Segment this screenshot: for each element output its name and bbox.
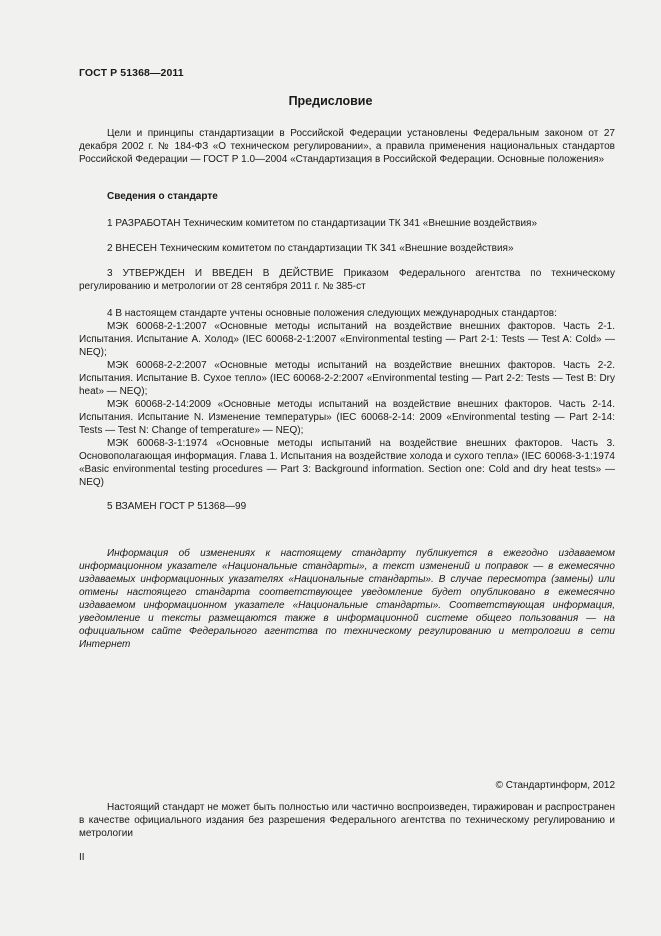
section-heading: Сведения о стандарте [107, 191, 218, 202]
item-4-block [79, 307, 615, 489]
notice-paragraph: Информация об изменениях к настоящему стандарту публикуется в ежегодно издаваемом информационном указателе «Национальные стандарты», а текст изменений и поправок — в ежемесячно издаваемых информационных указателях «Национальные стандарты». В случае пересмотра (замены) или отмены настоящего стандарта соответствующее уведомление будет опубликовано в ежемесячно издаваемом информационном указателе «Национальные стандарты». Соответствующая информация, уведомление и тексты размещаются также в информационной системе общего пользования — на официальном сайте Федерального агентства по техническому регулированию и метрологии в сети Интернет [79, 548, 615, 650]
intro-block [79, 127, 615, 166]
footer-paragraph: Настоящий стандарт не может быть полностью или частично воспроизведен, тиражирован и распространен в качестве официального издания без разрешения Федерального агентства по техническому регулированию и метрологии [79, 802, 615, 839]
copyright: © Стандартинформ, 2012 [495, 780, 615, 791]
item-5-block [79, 500, 615, 513]
item-5: 5 ВЗАМЕН ГОСТ Р 51368—99 [107, 501, 247, 512]
item-4-standard: МЭК 60068-2-2:2007 «Основные методы испытаний на воздействие внешних факторов. Часть 2-2. Испытания. Испытание В. Сухое тепло» (IEC 60068-2-2:2007 «Environmental testing — Part 2-2: Tests — Test B: Dry heat» — NEQ); [79, 360, 615, 397]
item-2: 2 ВНЕСЕН Техническим комитетом по стандартизации ТК 341 «Внешние воздействия» [107, 243, 514, 254]
item-1: 1 РАЗРАБОТАН Техническим комитетом по стандартизации ТК 341 «Внешние воздействия» [107, 218, 538, 229]
notice-block [79, 547, 615, 651]
item-3-block [79, 267, 615, 293]
item-2-block [79, 242, 615, 255]
page-title: Предисловие [288, 94, 373, 108]
item-3: 3 УТВЕРЖДЕН И ВВЕДЕН В ДЕЙСТВИЕ Приказом Федерального агентства по техническому регулированию и метрологии от 28 сентября 2011 г. № 385-ст [79, 268, 615, 292]
footer-block [79, 801, 615, 840]
item-4-standard: МЭК 60068-2-1:2007 «Основные методы испытаний на воздействие внешних факторов. Часть 2-1. Испытания. Испытание А. Холод» (IEC 60068-2-1:2007 «Environmental testing — Part 2-1: Tests — Test A: Cold» — NEQ); [79, 321, 615, 358]
page-number: II [79, 852, 85, 863]
intro-paragraph: Цели и принципы стандартизации в Российской Федерации установлены Федеральным законом от 27 декабря 2002 г. № 184-ФЗ «О техническом регулировании», а правила применения национальных стандартов Российской Федерации — ГОСТ Р 1.0—2004 «Стандартизация в Российской Федерации. Основные положения» [79, 128, 615, 165]
document-header: ГОСТ Р 51368—2011 [79, 67, 184, 79]
item-4-intro: 4 В настоящем стандарте учтены основные положения следующих международных стандартов: [107, 308, 557, 319]
item-4-standard: МЭК 60068-2-14:2009 «Основные методы испытаний на воздействие внешних факторов. Часть 2-14. Испытания. Испытание N. Изменение температуры» (IEC 60068-2-14: 2009 «Environmental testing — Part 2-14: Tests — Test N: Change of temperature» — NEQ); [79, 399, 615, 436]
item-4-standard: МЭК 60068-3-1:1974 «Основные методы испытаний на воздействие внешних факторов. Часть 3. Основополагающая информация. Глава 1. Испытания на воздействие холода и сухого тепла» (IEC 60068-3-1:1974 «Basic environmental testing procedures — Part 3: Background information. Section one: Cold and dry heat tests» — NEQ) [79, 438, 615, 488]
item-1-block [79, 217, 615, 230]
